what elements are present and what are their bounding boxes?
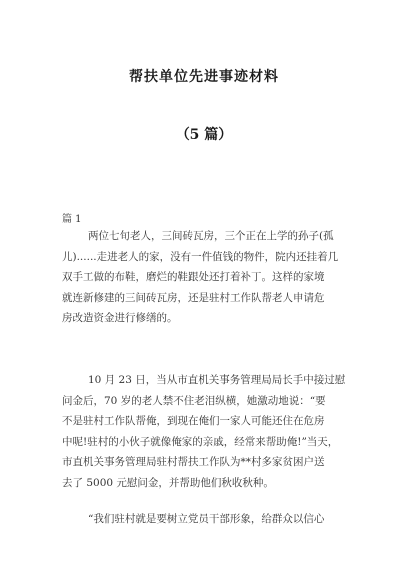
paragraph-2 [62, 370, 352, 493]
section-label: 篇 1 [62, 214, 82, 225]
paragraph-3 [62, 509, 352, 530]
paragraph-line: 中呢!驻村的小伙子就像俺家的亲戚，经常来帮助俺!”当天， [62, 435, 339, 448]
paragraph-line: 就连新修建的三间砖瓦房，还是驻村工作队帮老人申请危 [62, 291, 325, 304]
paragraph-line: 双手工做的布鞋，磨烂的鞋跟处还打着补丁。这样的家境 [62, 271, 325, 283]
paragraph-line: 不是驻村工作队帮俺，到现在俺们一家人可能还住在危房 [62, 415, 325, 427]
paragraph-line: 儿)......走进老人的家，没有一件值钱的物件，院内还挂着几 [62, 250, 339, 263]
paragraph-line: 市直机关事务管理局驻村帮扶工作队为**村多家贫困户送 [62, 456, 325, 468]
paragraph-line: 房改造资金进行修缮的。 [62, 312, 178, 324]
paragraph-line: 问金后，70 岁的老人禁不住老泪纵横，她激动地说：“要 [62, 394, 326, 407]
paragraph-line: “我们驻村就是要树立党员干部形象，给群众以信心 [88, 513, 325, 525]
paragraph-line: 两位七旬老人，三间砖瓦房，三个正在上学的孙子(孤 [88, 230, 334, 242]
document-subtitle: （5 篇） [175, 127, 233, 143]
paragraph-1 [62, 226, 352, 329]
document-title: 帮扶单位先进事迹材料 [129, 69, 279, 85]
paragraph-line: 去了 5000 元慰问金，并帮助他们秋收秋种。 [62, 476, 274, 489]
paragraph-line: 10 月 23 日，当从市直机关事务管理局局长手中接过慰 [88, 374, 346, 386]
